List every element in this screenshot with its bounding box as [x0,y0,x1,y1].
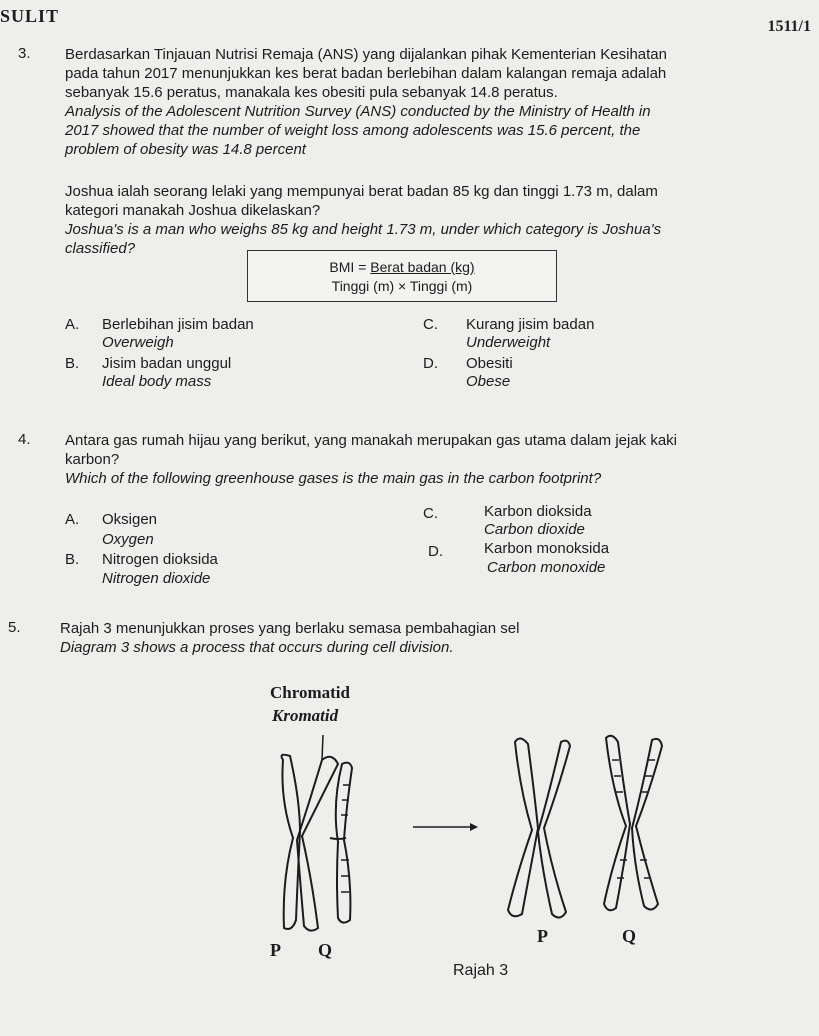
right-label-p: P [537,926,548,946]
q4-option-b-en: Nitrogen dioxide [102,570,211,587]
left-label-q: Q [318,940,333,960]
q3-option-b-en: Ideal body mass [102,373,212,390]
q4-option-a-ms: Oksigen [102,511,158,528]
q4-number: 4. [18,431,31,448]
q3-line-en-1: Analysis of the Adolescent Nutrition Survey (ANS) conducted by the Ministry of Health in [65,103,651,120]
bmi-denominator: Tinggi (m) × Tinggi (m) [331,278,473,294]
q5-number: 5. [8,619,21,636]
q3-option-d-ms: Obesiti [466,355,513,372]
q4-option-c-ms: Karbon dioksida [484,503,592,520]
q3-line-ms-2: pada tahun 2017 menunjukkan kes berat badan berlebihan dalam kalangan remaja adalah [65,65,667,82]
q3-option-d-en: Obese [466,373,511,390]
q5-line-ms: Rajah 3 menunjukkan proses yang berlaku semasa pembahagian sel [60,620,520,637]
left-chromosome-p [282,755,338,931]
q4-option-b-ms: Nitrogen dioksida [102,551,218,568]
q4-option-a-en: Oxygen [102,531,154,548]
q3-question-en-1: Joshua's is a man who weighs 85 kg and height 1.73 m, under which category is Joshua's [65,221,662,238]
q3-option-b-ms: Jisim badan unggul [102,355,232,372]
right-chromosome-p [508,738,570,917]
bmi-numerator: Berat badan (kg) [370,259,475,275]
q4-option-c-letter[interactable]: C. [423,505,438,522]
q4-option-b-letter[interactable]: B. [65,551,80,568]
header-paper-code: 1511/1 [767,18,811,35]
q3-number: 3. [18,45,31,62]
q4-option-d-ms: Karbon monoksida [484,540,610,557]
q3-line-en-3: problem of obesity was 14.8 percent [65,141,306,158]
q4-option-c-en: Carbon dioxide [484,521,585,538]
q4-line-ms-1: Antara gas rumah hijau yang berikut, yang manakah merupakan gas utama dalam jejak kaki [65,432,678,449]
q4-option-a-letter[interactable]: A. [65,511,80,528]
left-label-p: P [270,940,281,960]
q3-question-ms-2: kategori manakah Joshua dikelaskan? [65,202,321,219]
q5-line-en: Diagram 3 shows a process that occurs during cell division. [60,639,454,656]
chromatid-label: Chromatid [270,683,350,702]
q3-option-c-letter[interactable]: C. [423,316,438,333]
q3-line-ms-3: sebanyak 15.6 peratus, manakala kes obesiti pula sebanyak 14.8 peratus. [65,84,558,101]
q4-option-d-letter[interactable]: D. [428,543,443,560]
q3-option-d-letter[interactable]: D. [423,355,438,372]
q4-option-d-en: Carbon monoxide [487,559,606,576]
right-chromosome-q [604,736,662,911]
q3-option-c-en: Underweight [466,334,551,351]
header-sulit: SULIT [0,6,60,26]
left-chromosome-q [330,763,352,923]
q3-option-c-ms: Kurang jisim badan [466,316,595,333]
q3-question-ms-1: Joshua ialah seorang lelaki yang mempunyai berat badan 85 kg dan tinggi 1.73 m, dalam [65,183,658,200]
kromatid-label: Kromatid [272,706,339,725]
diagram-caption: Rajah 3 [453,962,509,979]
q3-line-ms-1: Berdasarkan Tinjauan Nutrisi Remaja (ANS) yang dijalankan pihak Kementerian Kesihatan [65,46,667,63]
right-label-q: Q [622,926,637,946]
q4-line-ms-2: karbon? [65,451,120,468]
q3-option-a-ms: Berlebihan jisim badan [102,316,254,333]
q4-line-en: Which of the following greenhouse gases is the main gas in the carbon footprint? [65,470,602,487]
q3-line-en-2: 2017 showed that the number of weight loss among adolescents was 15.6 percent, the [65,122,641,139]
q3-option-b-letter[interactable]: B. [65,355,80,372]
q3-question-en-2: classified? [65,240,136,257]
bmi-lhs: BMI = [329,259,371,275]
q3-option-a-letter[interactable]: A. [65,316,80,333]
chromatid-pointer-line [322,735,323,760]
process-arrow [413,823,478,831]
q3-option-a-en: Overweigh [102,334,174,351]
chromatid-bands [341,760,655,892]
